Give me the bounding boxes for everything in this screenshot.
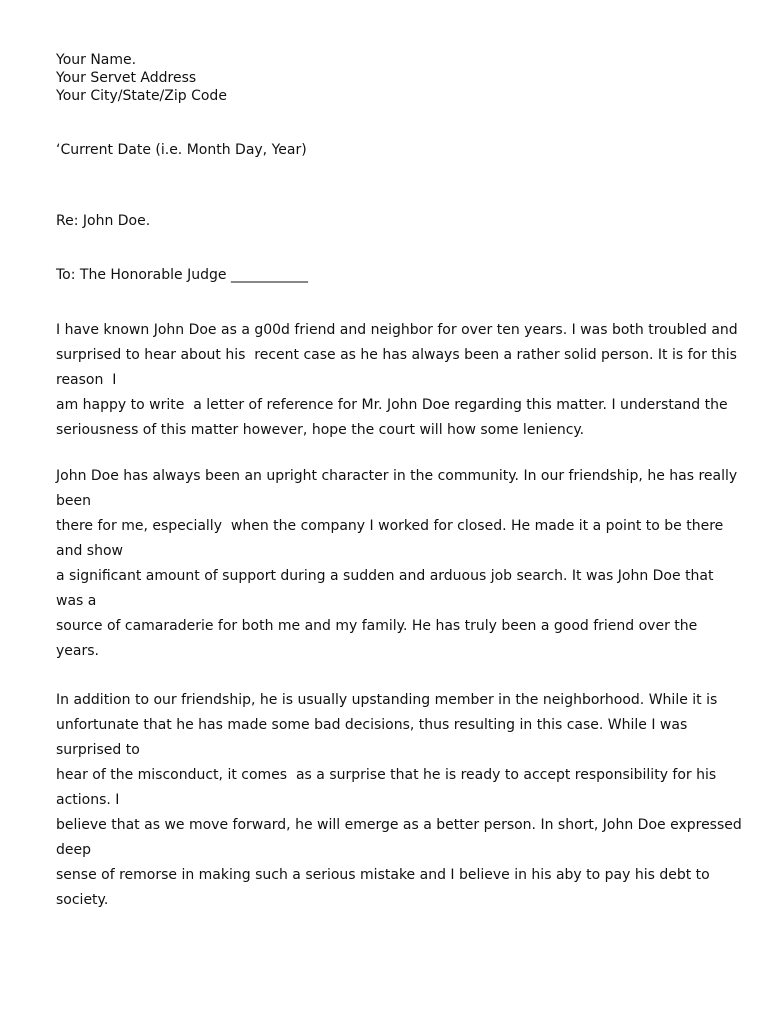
sender-address: Your Servet Address xyxy=(56,70,197,86)
paragraph-line: In addition to our friendship, he is usually upstanding member in the neighborhood. While it is xyxy=(56,692,718,708)
paragraph-line: seriousness of this matter however, hope the court will how some leniency. xyxy=(56,422,585,438)
paragraph-1 xyxy=(56,318,746,443)
paragraph-line: reason I xyxy=(56,372,117,388)
sender-city-state-zip: Your City/State/Zip Code xyxy=(56,88,227,104)
paragraph-line: surprised to hear about his recent case as he has always been a rather solid person. It is for this xyxy=(56,347,737,363)
paragraph-line: was a xyxy=(56,593,97,609)
paragraph-2 xyxy=(56,464,746,664)
paragraph-line: a significant amount of support during a sudden and arduous job search. It was John Doe that xyxy=(56,568,714,584)
paragraph-line: hear of the misconduct, it comes as a surprise that he is ready to accept responsibility for his xyxy=(56,767,717,783)
paragraph-line: believe that as we move forward, he will emerge as a better person. In short, John Doe expressed xyxy=(56,817,742,833)
salutation: To: The Honorable Judge ___________ xyxy=(56,267,308,283)
paragraph-line: am happy to write a letter of reference for Mr. John Doe regarding this matter. I understand the xyxy=(56,397,728,413)
sender-name: Your Name. xyxy=(56,52,137,68)
paragraph-line: I have known John Doe as a g00d friend and neighbor for over ten years. I was both troubled and xyxy=(56,322,738,338)
paragraph-line: unfortunate that he has made some bad decisions, thus resulting in this case. While I was xyxy=(56,717,688,733)
letter-page xyxy=(56,0,746,1024)
paragraph-line: deep xyxy=(56,842,91,858)
subject-line: Re: John Doe. xyxy=(56,213,151,229)
paragraph-line: surprised to xyxy=(56,742,140,758)
paragraph-line: years. xyxy=(56,643,99,659)
paragraph-line: actions. I xyxy=(56,792,120,808)
paragraph-line: society. xyxy=(56,892,109,908)
paragraph-line: source of camaraderie for both me and my family. He has truly been a good friend over the xyxy=(56,618,698,634)
paragraph-line: and show xyxy=(56,543,123,559)
letter-date: ‘Current Date (i.e. Month Day, Year) xyxy=(56,142,307,158)
paragraph-line: sense of remorse in making such a serious mistake and I believe in his aby to pay his debt to xyxy=(56,867,710,883)
paragraph-line: John Doe has always been an upright character in the community. In our friendship, he has really xyxy=(56,468,738,484)
paragraph-line: there for me, especially when the company I worked for closed. He made it a point to be there xyxy=(56,518,724,534)
paragraph-line: been xyxy=(56,493,91,509)
paragraph-3 xyxy=(56,688,746,913)
